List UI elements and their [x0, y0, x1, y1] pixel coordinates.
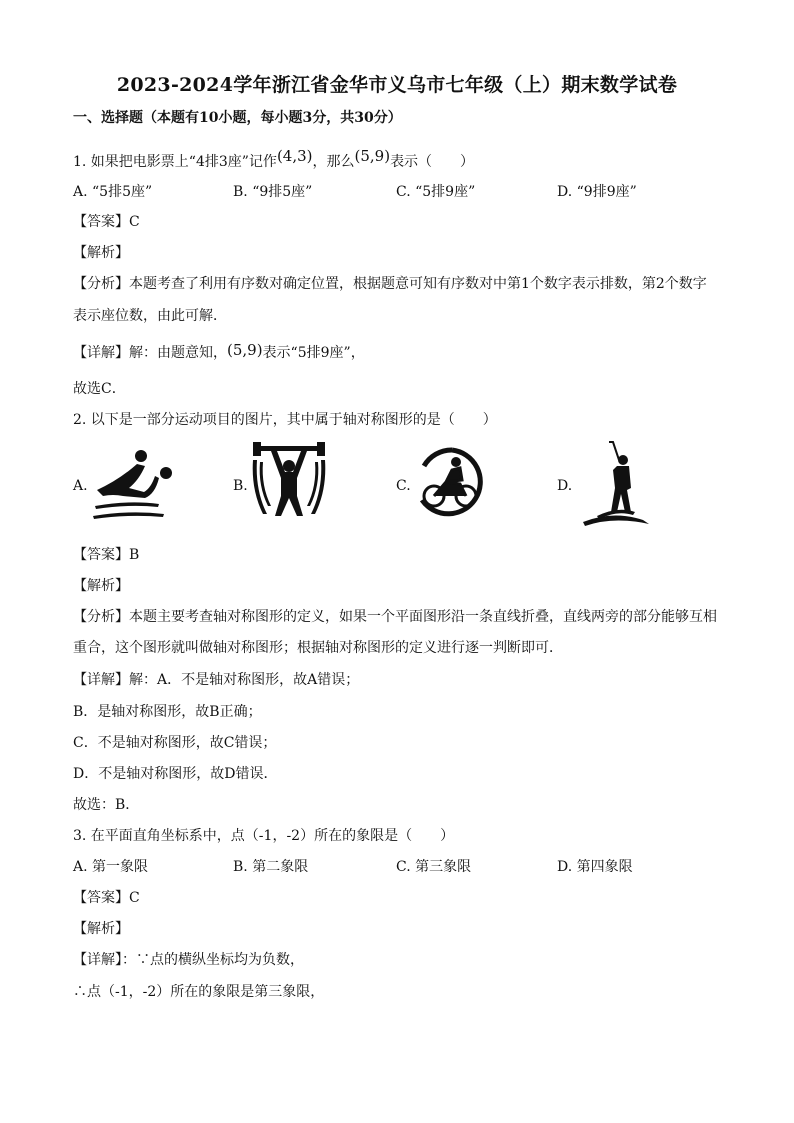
q1-option-a: A. “5排5座”	[73, 184, 153, 200]
q2-option-c	[396, 440, 516, 530]
q2-detail-line-2: B．是轴对称图形，故B正确；	[73, 704, 262, 720]
q2-option-d	[557, 440, 677, 530]
q1-analysis-head: 【解析】	[73, 245, 129, 261]
q3-option-b: B. 第二象限	[233, 859, 309, 875]
q2-option-b	[233, 440, 353, 530]
q2-detail-line-1: 【详解】解：A．不是轴对称图形，故A错误；	[73, 672, 360, 688]
q2-analysis-line-1: 【分析】本题主要考查轴对称图形的定义，如果一个平面图形沿一条直线折叠，直线两旁的部分能够互相	[73, 609, 717, 625]
section-heading: 一、选择题（本题有10小题，每小题3分，共30分）	[73, 110, 402, 126]
q2-label-a: A.	[73, 478, 88, 494]
cyclist-icon	[412, 440, 492, 525]
q1-option-d: D. “9排9座”	[557, 184, 637, 200]
q2-label-c: C.	[396, 478, 411, 494]
q1-stem-c: 表示（ ）	[390, 154, 475, 170]
q1-option-c: C. “5排9座”	[396, 184, 476, 200]
q3-option-a: A. 第一象限	[73, 859, 149, 875]
q3-stem: 3. 在平面直角坐标系中，点（-1，-2）所在的象限是（ ）	[73, 828, 455, 844]
q3-option-d: D. 第四象限	[557, 859, 633, 875]
q3-option-c: C. 第三象限	[396, 859, 472, 875]
q2-analysis-head: 【解析】	[73, 578, 129, 594]
q2-detail-line-4: D．不是轴对称图形，故D错误．	[73, 766, 278, 782]
q1-analysis-line-2: 表示座位数，由此可解．	[73, 308, 227, 324]
q1-coord-1: (4,3)	[276, 147, 313, 165]
q2-label-b: B.	[233, 478, 248, 494]
weightlifter-icon	[249, 440, 329, 525]
q1-stem-b: ，那么	[312, 154, 355, 170]
q2-analysis-line-2: 重合，这个图形就叫做轴对称图形；根据轴对称图形的定义进行逐一判断即可．	[73, 640, 563, 656]
q1-stem-a: 1. 如果把电影票上“4排3座”记作	[73, 154, 277, 170]
q3-detail-line-2: ∴点（-1，-2）所在的象限是第三象限，	[73, 984, 325, 1000]
q2-label-d: D.	[557, 478, 573, 494]
q2-answer: 【答案】B	[73, 547, 140, 563]
q1-detail-b: 表示“5排9座”，	[262, 345, 365, 361]
q1-detail	[73, 342, 365, 363]
q2-option-a	[73, 440, 193, 530]
q1-detail-coord: (5,9)	[227, 341, 263, 359]
q3-answer: 【答案】C	[73, 890, 140, 906]
q3-analysis-head: 【解析】	[73, 921, 129, 937]
q1-stem	[73, 147, 475, 172]
q1-coord-2: (5,9)	[354, 147, 391, 165]
q3-detail-line-1: 【详解】：∵点的横纵坐标均为负数，	[73, 952, 304, 968]
page-title: 2023-2024学年浙江省金华市义乌市七年级（上）期末数学试卷	[116, 74, 678, 96]
q1-analysis-line-1: 【分析】本题考查了利用有序数对确定位置，根据题意可知有序数对中第1个数字表示排数，第2个数字	[73, 276, 707, 292]
handball-player-icon	[89, 440, 184, 525]
q2-conclusion: 故选：B．	[73, 797, 140, 813]
golfer-icon	[573, 440, 658, 530]
q1-option-b: B. “9排5座”	[233, 184, 313, 200]
q2-detail-line-3: C．不是轴对称图形，故C错误；	[73, 735, 277, 751]
q1-conclusion: 故选C．	[73, 381, 126, 397]
q1-answer: 【答案】C	[73, 214, 140, 230]
q1-detail-a: 【详解】解：由题意知，	[73, 345, 227, 361]
q2-stem: 2. 以下是一部分运动项目的图片，其中属于轴对称图形的是（ ）	[73, 412, 497, 428]
